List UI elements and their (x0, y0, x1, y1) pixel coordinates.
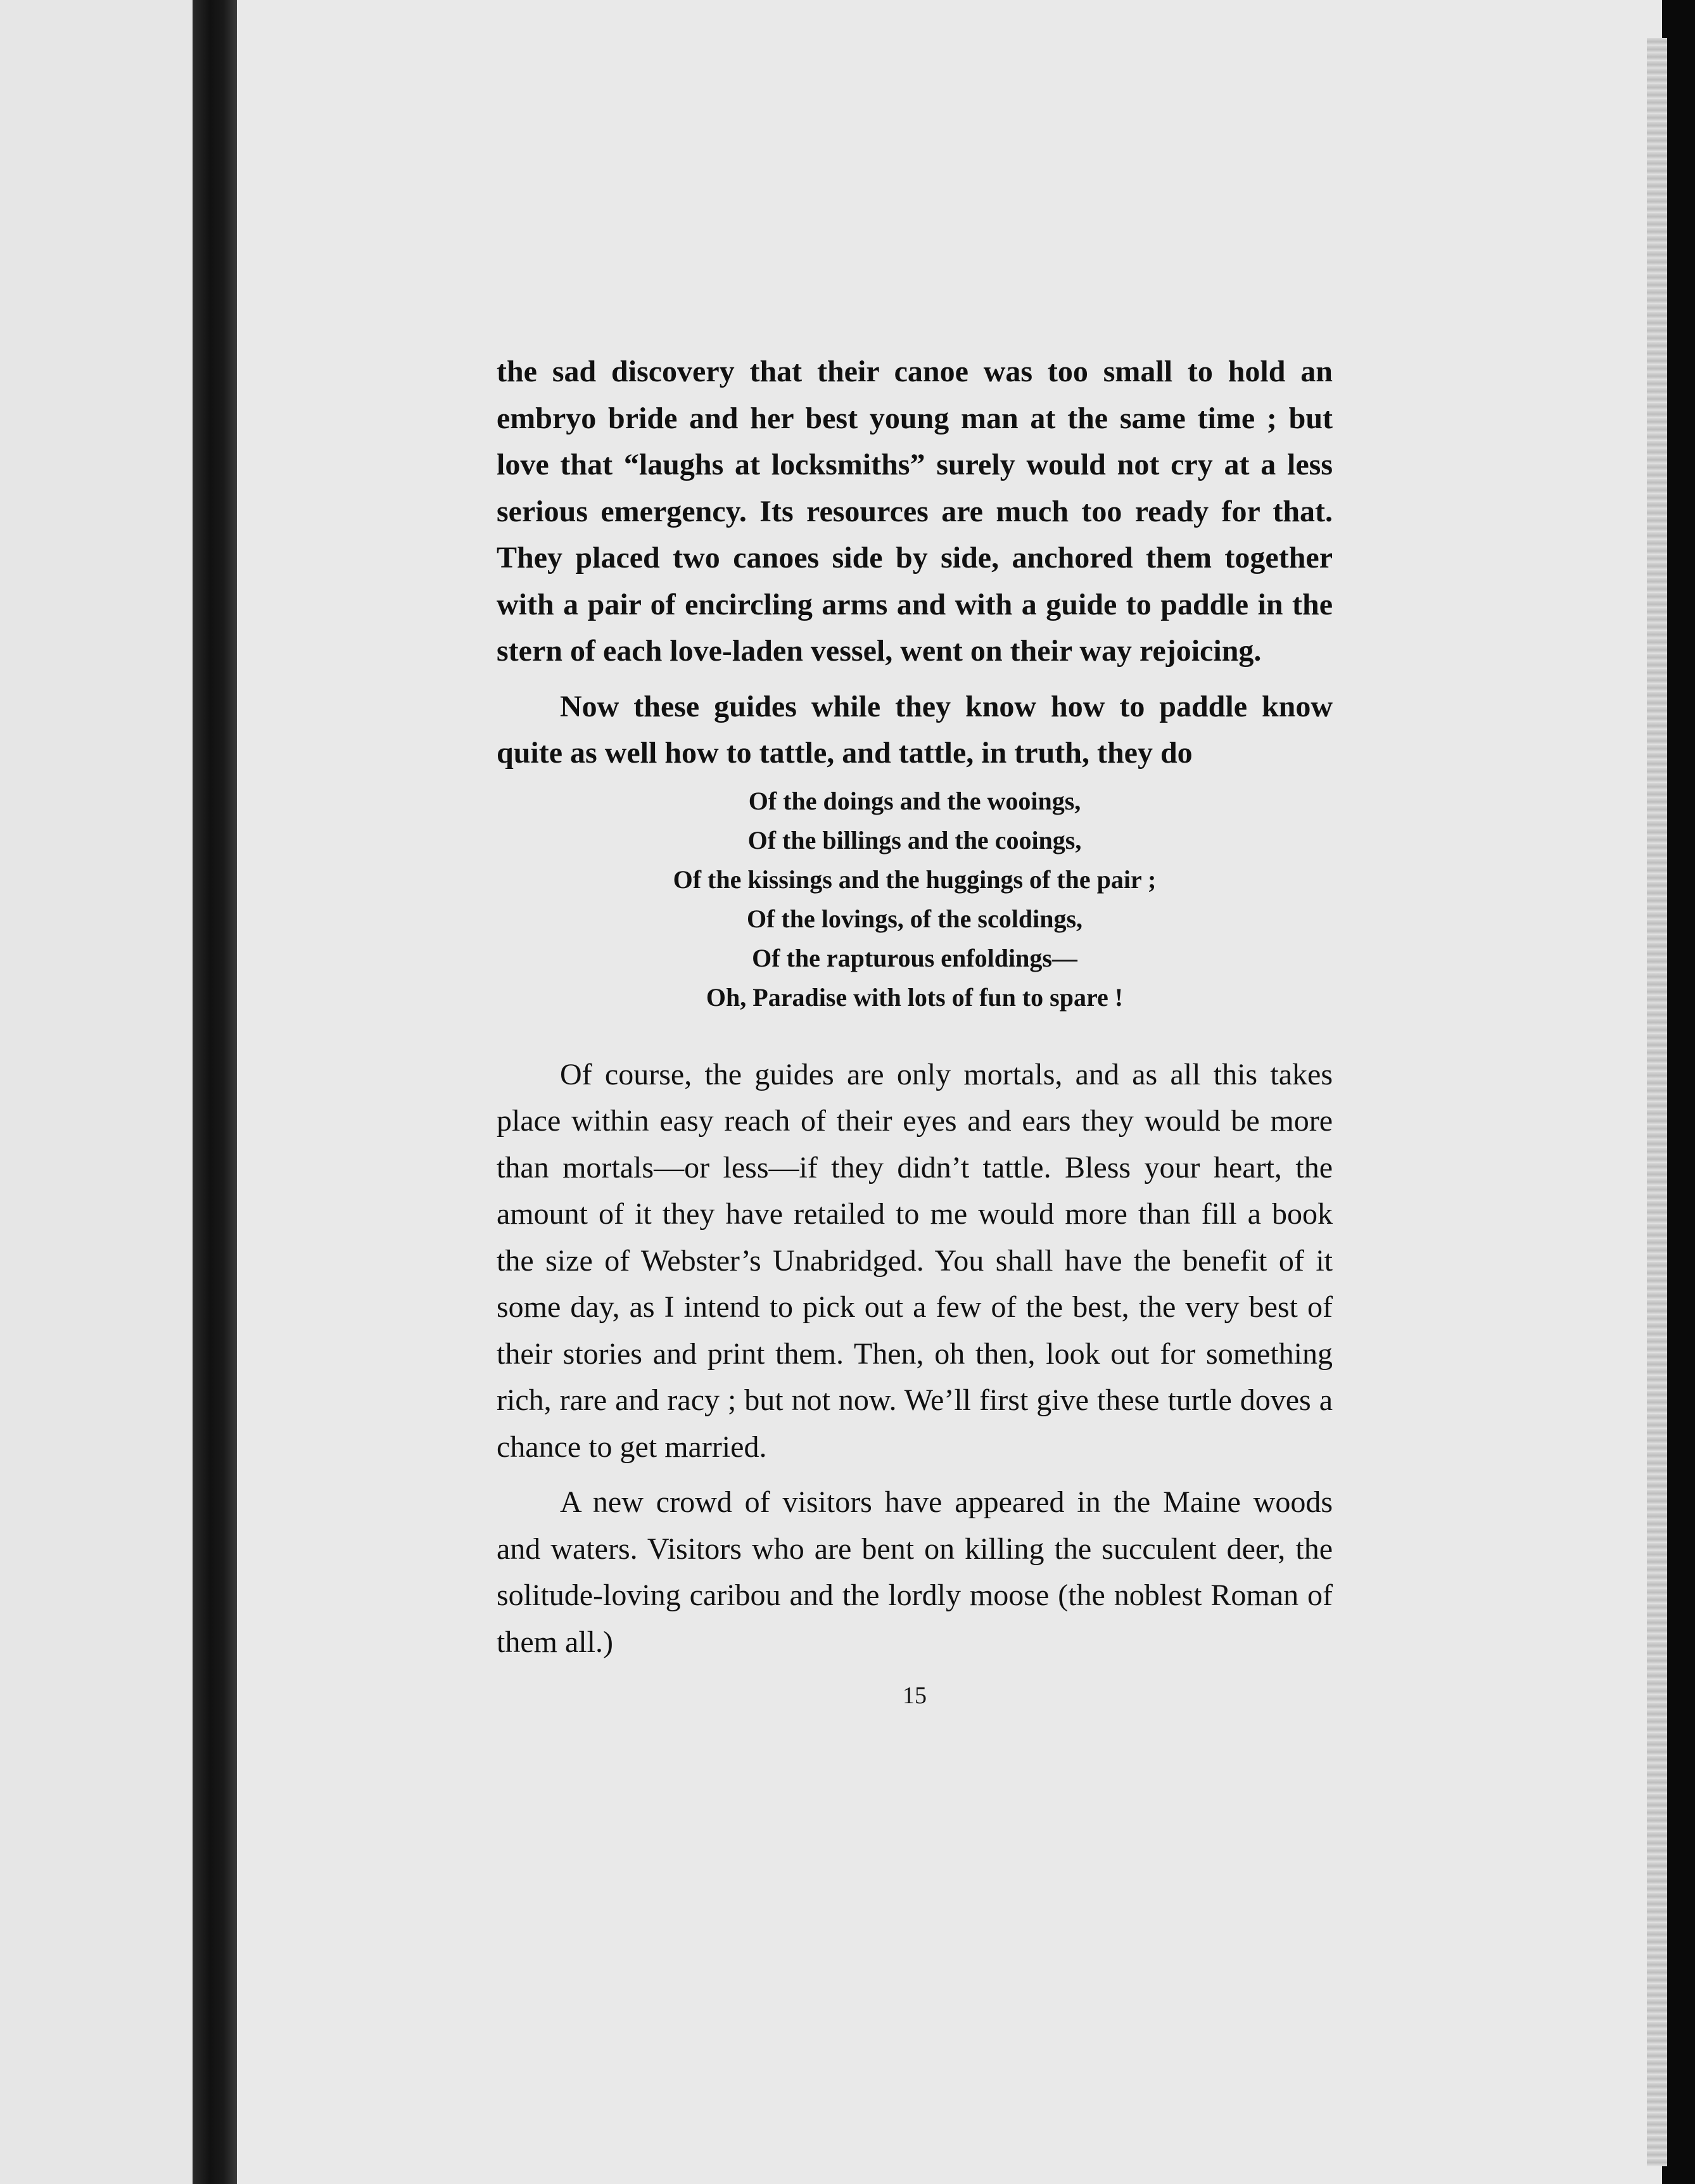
book-spine (193, 0, 237, 2184)
page-edge (1647, 38, 1667, 2166)
paragraph: the sad discovery that their canoe was too small to hold an embryo bride and her best young man at the same time ; but love that “laughs at locksmiths” surely would not cry at a less serious emergency. Its resources are much too ready for that. They placed two canoes side by side, anchored them together with a pair of encircling arms and with a guide to paddle in the stern of each love-laden vessel, went on their way rejoicing. (497, 355, 1333, 668)
facing-page (0, 0, 193, 2184)
page-number: 15 (903, 1682, 927, 1709)
verse-stanza (497, 782, 1333, 1017)
verse-line: Of the rapturous enfoldings— (752, 943, 1077, 972)
paragraph: Now these guides while they know how to paddle know quite as well how to tattle, and tattle, in truth, they do (497, 689, 1333, 770)
paragraph: Of course, the guides are only mortals, and as all this takes place within easy reach of their eyes and ears they would be more than mortals—or less—if they didn’t tattle. Bless your heart, the amount of it they have retailed to me would more than fill a book the size of Webster’s Unabridged. You shall have the benefit of it some day, as I intend to pick out a few of the best, the very best of their stories and print them. Then, oh then, look out for something rich, rare and racy ; but not now. We’ll first give these turtle doves a chance to get married. (497, 1057, 1333, 1464)
page-text (497, 348, 1333, 1710)
verse-line: Of the kissings and the huggings of the pair ; (673, 865, 1157, 894)
verse-line: Of the doings and the wooings, (748, 786, 1081, 815)
verse-line: Of the billings and the cooings, (747, 825, 1082, 854)
paragraph: A new crowd of visitors have appeared in the Maine woods and waters. Visitors who are bent on killing the succulent deer, the solitude-loving caribou and the lordly moose (the noblest Roman of them all.) (497, 1485, 1333, 1659)
verse-line: Oh, Paradise with lots of fun to spare ! (706, 982, 1124, 1012)
verse-line: Of the lovings, of the scoldings, (746, 904, 1083, 933)
